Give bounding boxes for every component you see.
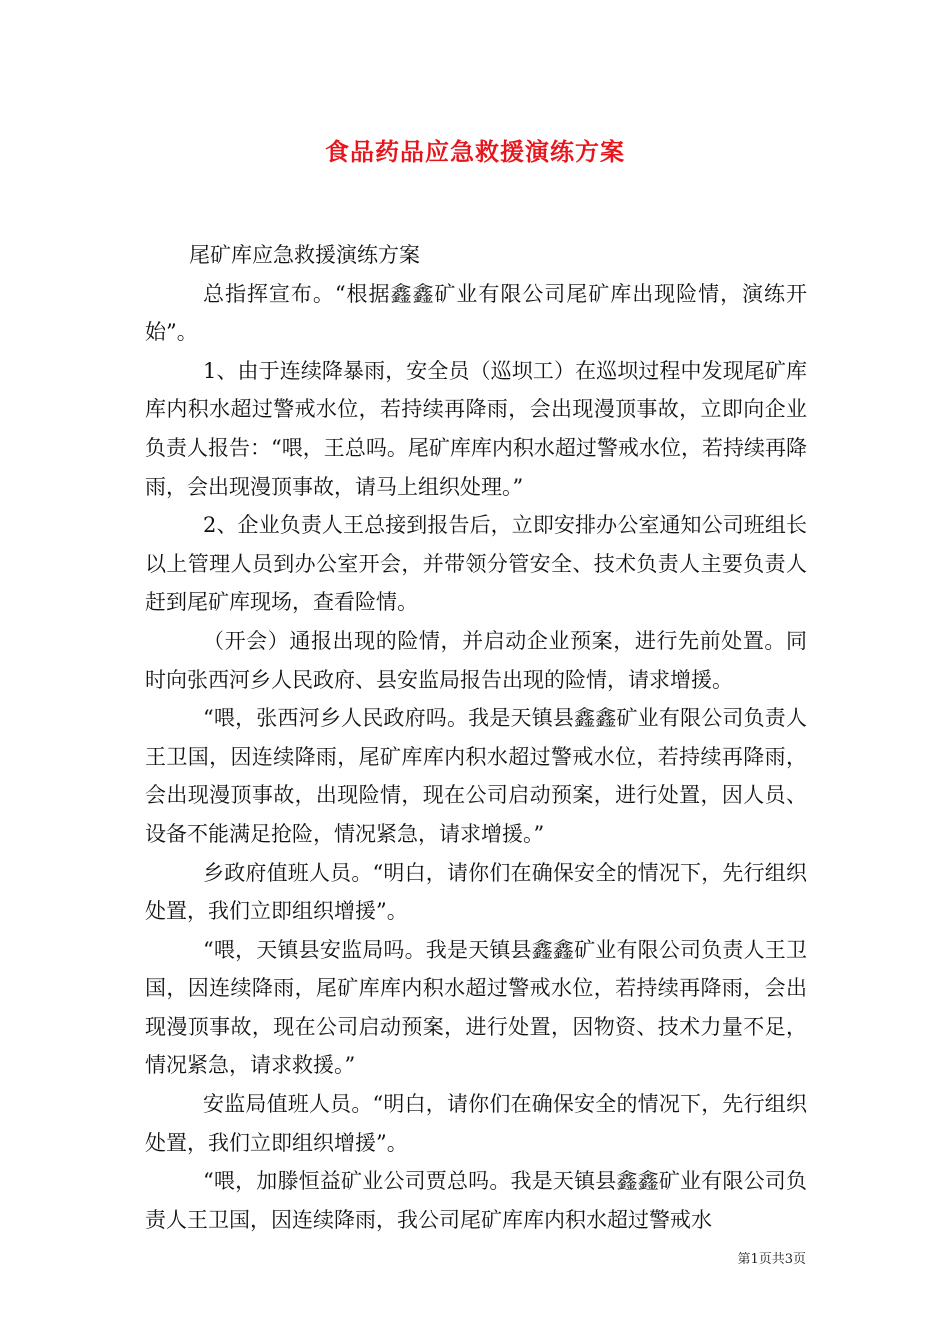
paragraph: 乡政府值班人员。“明白，请你们在确保安全的情况下，先行组织处置，我们立即组织增援”。 bbox=[145, 860, 807, 924]
paragraph: “喂，张西河乡人民政府吗。我是天镇县鑫鑫矿业有限公司负责人王卫国，因连续降雨，尾矿库库内积水超过警戒水位，若持续再降雨，会出现漫顶事故，出现险情，现在公司启动预案，进行处置，因人员、设备不能满足抢险，情况紧急，请求增援。” bbox=[145, 706, 807, 846]
paragraph: （开会）通报出现的险情，并启动企业预案，进行先前处置。同时向张西河乡人民政府、县安监局报告出现的险情，请求增援。 bbox=[145, 628, 807, 692]
paragraph: 1、由于连续降暴雨，安全员（巡坝工）在巡坝过程中发现尾矿库库内积水超过警戒水位，若持续再降雨，会出现漫顶事故，立即向企业负责人报告：“喂，王总吗。尾矿库库内积水超过警戒水位，若持续再降雨，会出现漫顶事故，请马上组织处理。” bbox=[145, 358, 807, 499]
paragraph: “喂，加滕恒益矿业公司贾总吗。我是天镇县鑫鑫矿业有限公司负责人王卫国，因连续降雨，我公司尾矿库库内积水超过警戒水 bbox=[145, 1169, 807, 1232]
paragraph: “喂，天镇县安监局吗。我是天镇县鑫鑫矿业有限公司负责人王卫国，因连续降雨，尾矿库库内积水超过警戒水位，若持续再降雨，会出现漫顶事故，现在公司启动预案，进行处置，因物资、技术力量不足，情况紧急，请求救援。” bbox=[145, 937, 807, 1078]
paragraph: 安监局值班人员。“明白，请你们在确保安全的情况下，先行组织处置，我们立即组织增援”。 bbox=[145, 1092, 807, 1155]
paragraph: 总指挥宣布。“根据鑫鑫矿业有限公司尾矿库出现险情，演练开始”。 bbox=[145, 281, 807, 345]
page-number: 第1页共3页 bbox=[737, 1252, 806, 1267]
paragraph-subtitle: 尾矿库应急救援演练方案 bbox=[189, 243, 420, 267]
paragraph: 2、企业负责人王总接到报告后，立即安排办公室通知公司班组长以上管理人员到办公室开会，并带领分管安全、技术负责人主要负责人赶到尾矿库现场，查看险情。 bbox=[145, 513, 807, 615]
document-body bbox=[145, 236, 807, 1239]
document-title: 食品药品应急救援演练方案 bbox=[325, 137, 625, 166]
